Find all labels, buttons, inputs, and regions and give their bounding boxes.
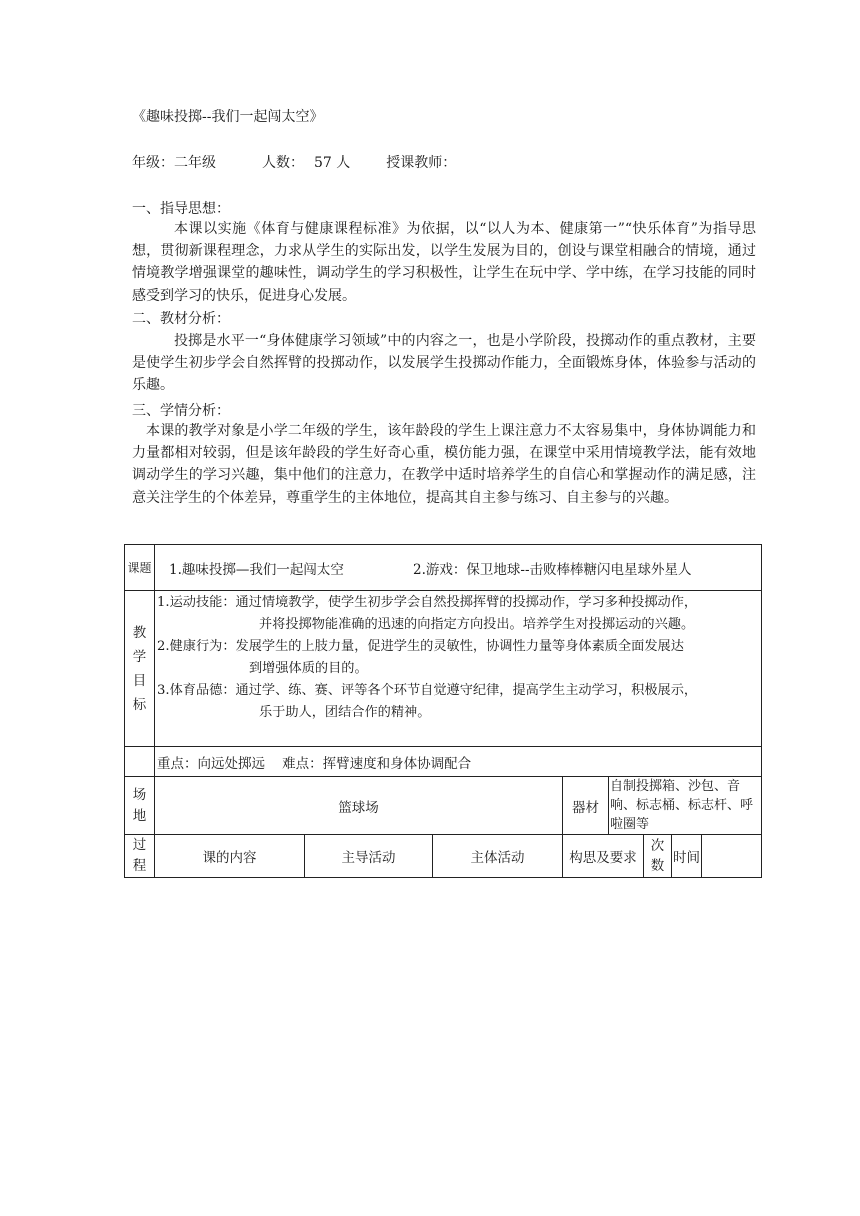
count-value: 57 人 [314, 155, 351, 171]
venue-row [125, 777, 762, 835]
column-header: 主体活动 [433, 835, 563, 878]
topic-cell [155, 545, 762, 591]
objective-2-line2: 到增强体质的目的。 [249, 661, 368, 676]
column-header: 构思及要求 [563, 835, 644, 878]
process-header-row [125, 835, 762, 878]
count-label: 人数： [262, 155, 304, 171]
grade-label: 年级： [132, 155, 174, 171]
lesson-plan-table [124, 544, 762, 878]
column-header: 时间 [672, 835, 702, 878]
objective-2-line1: 2.健康行为：发展学生的上肢力量，促进学生的灵敏性，协调性力量等身体素质全面发展达 [157, 639, 684, 654]
equipment-label: 器材 [563, 777, 609, 835]
class-meta [132, 152, 456, 172]
section-heading-students: 三、学情分析： [132, 403, 230, 419]
topic-label: 课题 [125, 545, 155, 591]
topic-row [125, 545, 762, 591]
section-body-material [132, 330, 756, 397]
paragraph: 本课以实施《体育与健康课程标准》为依据，以“以人为本、健康第一”“快乐体育”为指导思想，贯彻新课程理念，力求从学生的实际出发，以学生发展为目的，创设与课堂相融合的情境，通过情境教学增强课堂的趣味性，调动学生的学习积极性，让学生在玩中学、学中练，在学习技能的同时感受到学习的快乐，促进身心发展。 [132, 221, 756, 304]
topic-2: 2.游戏：保卫地球--击败棒棒糖闪电星球外星人 [413, 561, 692, 578]
key-points-row [125, 747, 762, 777]
equipment-value: 自制投掷箱、沙包、音响、标志桶、标志杆、呼啦圈等 [609, 777, 762, 835]
paragraph: 投掷是水平一“身体健康学习领域”中的内容之一，也是小学阶段，投掷动作的重点教材，主要是使学生初步学会自然挥臂的投掷动作，以发展学生投掷动作能力，全面锻炼身体，体验参与活动的乐趣。 [132, 333, 756, 394]
grade-value: 二年级 [174, 155, 216, 171]
column-header-count: 次 数 [644, 835, 672, 878]
objectives-cell [155, 591, 762, 747]
objective-1-line2: 并将投掷物能准确的迅速的向指定方向投出。培养学生对投掷运动的兴趣。 [259, 617, 695, 632]
section-body-guiding [132, 218, 756, 307]
topic-1: 1.趣味投掷—我们一起闯太空 [169, 561, 344, 578]
venue-label: 场 地 [125, 777, 155, 835]
venue-value: 篮球场 [155, 777, 563, 835]
empty-cell [125, 747, 155, 777]
document-title: 《趣味投掷--我们一起闯太空》 [132, 109, 324, 125]
teacher-label: 授课教师： [386, 155, 457, 171]
section-heading-material: 二、教材分析： [132, 311, 230, 327]
objective-3-line1: 3.体育品德：通过学、练、赛、评等各个环节自觉遵守纪律，提高学生主动学习，积极展示， [157, 683, 698, 698]
process-label: 过 程 [125, 835, 155, 878]
objective-1-line1: 1.运动技能：通过情境教学，使学生初步学会自然投掷挥臂的投掷动作，学习多种投掷动作， [157, 595, 698, 610]
paragraph: 本课的教学对象是小学二年级的学生，该年龄段的学生上课注意力不太容易集中，身体协调能力和力量都相对较弱，但是该年龄段的学生好奇心重，模仿能力强，在课堂中采用情境教学法，能有效地调动学生的学习兴趣，集中他们的注意力，在教学中适时培养学生的自信心和掌握动作的满足感，注意关注学生的个体差异，尊重学生的主体地位，提高其自主参与练习、自主参与的兴趣。 [132, 423, 756, 506]
column-header: 课的内容 [155, 835, 305, 878]
column-header: 主导活动 [305, 835, 433, 878]
objectives-label: 教 学 目 标 [125, 591, 155, 747]
objective-3-line2: 乐于助人，团结合作的精神。 [259, 705, 431, 720]
empty-cell [702, 835, 762, 878]
key-points: 重点：向远处掷远 难点：挥臂速度和身体协调配合 [155, 747, 762, 777]
section-body-students [132, 420, 756, 509]
objectives-row [125, 591, 762, 747]
section-heading-guiding: 一、指导思想： [132, 201, 230, 217]
